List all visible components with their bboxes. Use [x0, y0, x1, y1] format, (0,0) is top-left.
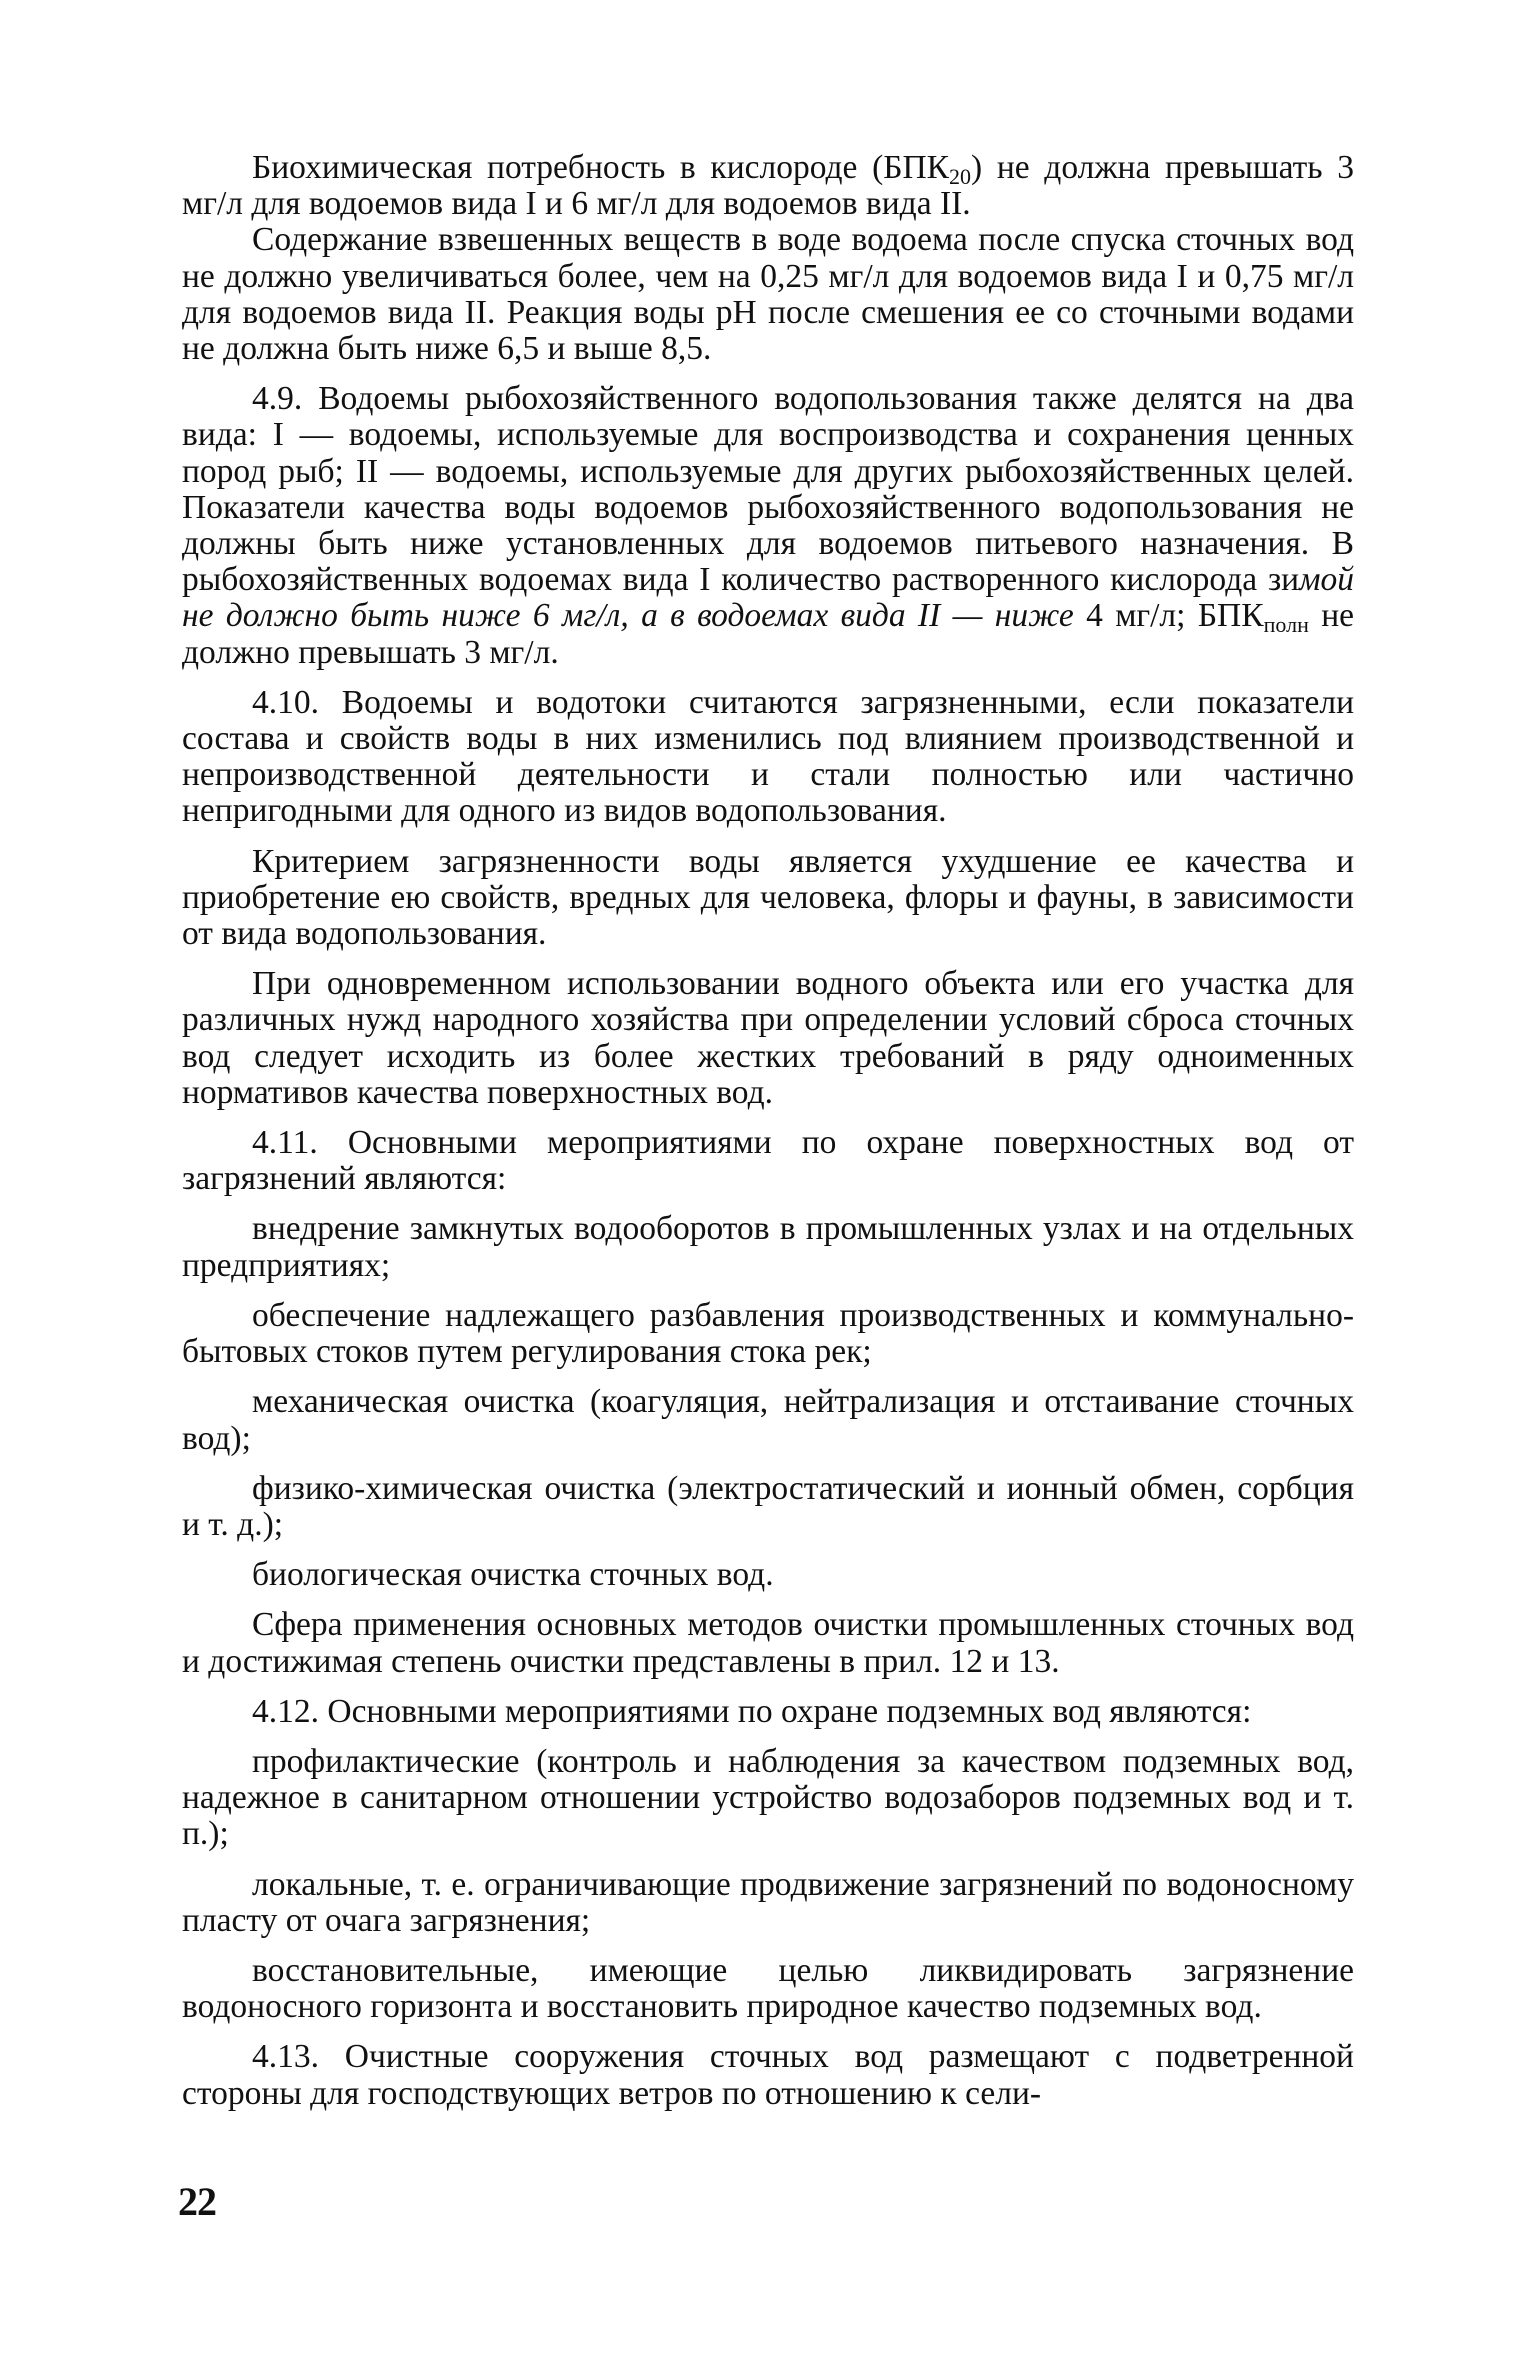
- paragraph-text: 4.9. Водоемы рыбохозяйственного водопользования также делятся на два вида: I — водоемы, используемые для воспроизводства и сохранения ценных пород рыб; II — водоемы, используемые для других рыбохозяйственных целей. Показатели качества воды водоемов рыбохозяйственного водопользования не должны быть ниже установленных для водоемов питьевого назначения. В рыбохозяйственных водоемах вида I количество растворенного кислорода зи: [182, 380, 1354, 599]
- paragraph-4-11: 4.11. Основными мероприятиями по охране поверхностных вод от загрязнений являются:: [182, 1124, 1354, 1198]
- paragraph-simultaneous-use: При одновременном использовании водного объекта или его участка для различных нужд народного хозяйства при определении условий сброса сточных вод следует исходить из более жестких требований в ряду одноименных нормативов качества поверхностных вод.: [182, 965, 1354, 1111]
- paragraph-4-13: 4.13. Очистные сооружения сточных вод размещают с подветренной стороны для господствующих ветров по отношению к сели-: [182, 2038, 1354, 2112]
- paragraph-bpk20: [182, 150, 1354, 222]
- paragraph-pollution-criterion: Критерием загрязненности воды является ухудшение ее качества и приобретение ею свойств, вредных для человека, флоры и фауны, в зависимости от вида водопользования.: [182, 842, 1354, 953]
- paragraph-text: ) не должна превышать 3 мг/л для водоемов вида I и 6 мг/л для водоемов вида II.: [182, 149, 1354, 223]
- list-item-biological-treatment: биологическая очистка сточных вод.: [252, 1556, 774, 1594]
- paragraph-text: не должно превышать 3 мг/л.: [182, 597, 1355, 671]
- list-item-mechanical-treatment: механическая очистка (коагуляция, нейтрализация и отстаивание сточных вод);: [182, 1383, 1354, 1457]
- paragraph-text: 4 мг/л; БПК: [1073, 597, 1264, 635]
- paragraph-4-12: 4.12. Основными мероприятиями по охране подземных вод являются:: [252, 1692, 1252, 1730]
- subscript: полн: [1263, 612, 1309, 638]
- list-item-restorative: восстановительные, имеющие целью ликвидировать загрязнение водоносного горизонта и восстановить природное качество подземных вод.: [182, 1951, 1354, 2026]
- list-item-preventive: профилактические (контроль и наблюдения за качеством подземных вод, надежное в санитарном отношении устройство водозаборов подземных вод и т. п.);: [182, 1742, 1354, 1853]
- list-item-local: локальные, т. е. ограничивающие продвижение загрязнений по водоносному пласту от очага загрязнения;: [182, 1865, 1354, 1939]
- paragraph-text: Биохимическая потребность в кислороде (БПК: [252, 149, 950, 186]
- page-number: 22: [178, 2179, 216, 2224]
- italic-text: мой не должно быть ниже 6 мг/л, а в водоемах вида II — ниже: [182, 561, 1354, 635]
- paragraph-suspended-solids: Содержание взвешенных веществ в воде водоема после спуска сточных вод не должно увеличиваться более, чем на 0,25 мг/л для водоемов вида I и 0,75 мг/л для водоемов вида II. Реакция воды pH после смешения ее со сточными водами не должна быть ниже 6,5 и выше 8,5.: [182, 221, 1354, 368]
- paragraph-4-9: [182, 381, 1354, 671]
- list-item-dilution: обеспечение надлежащего разбавления производственных и коммунально-бытовых стоков путем регулирования стока рек;: [182, 1296, 1354, 1371]
- list-item-physicochemical-treatment: физико-химическая очистка (электростатический и ионный обмен, сорбция и т. д.);: [182, 1469, 1354, 1543]
- list-item-closed-water-circulation: внедрение замкнутых водооборотов в промышленных узлах и на отдельных предприятиях;: [182, 1210, 1354, 1284]
- paragraph-treatment-methods-scope: Сфера применения основных методов очистки промышленных сточных вод и достижимая степень очистки представлены в прил. 12 и 13.: [182, 1606, 1354, 1680]
- paragraph-4-10: 4.10. Водоемы и водотоки считаются загрязненными, если показатели состава и свойств воды в них изменились под влиянием производственной и непроизводственной деятельности и стали полностью или частично непригодными для одного из видов водопользования.: [182, 683, 1354, 830]
- subscript: 20: [949, 164, 972, 189]
- document-body: [182, 150, 1354, 2112]
